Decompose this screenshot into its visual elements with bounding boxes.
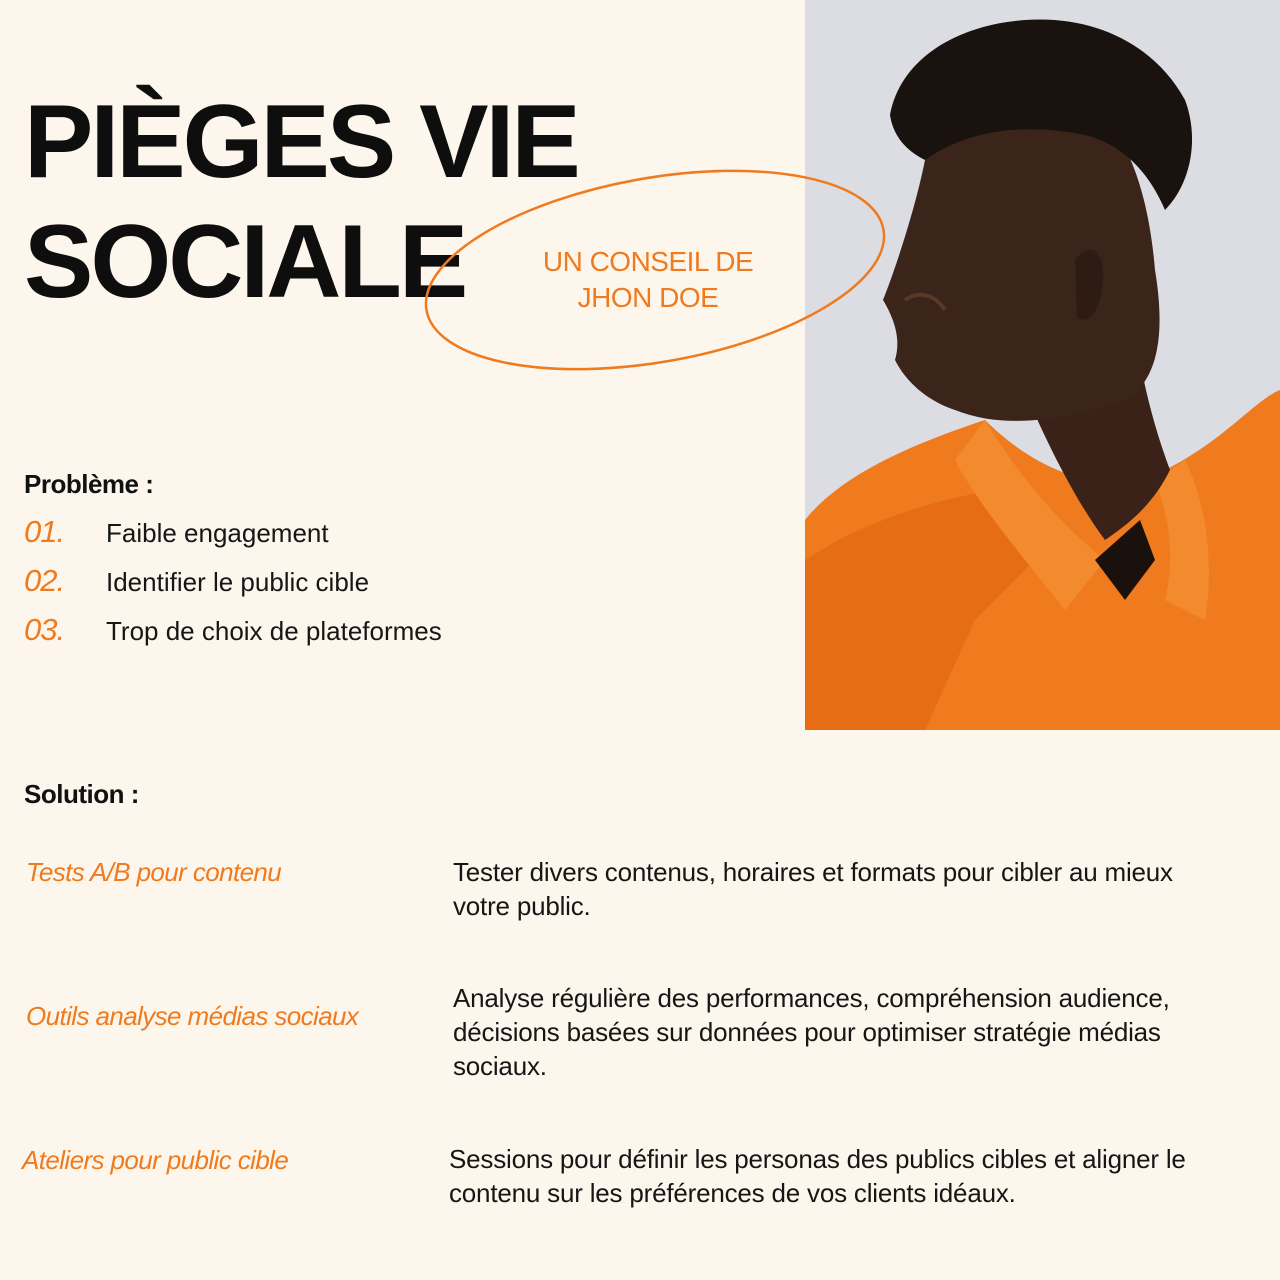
list-item-number: 03.	[24, 612, 65, 647]
title-line-1: PIÈGES VIE	[24, 84, 578, 200]
solution-description: Analyse régulière des performances, compréhension audience, décisions basées sur données pour optimiser stratégie médias sociaux.	[453, 983, 1170, 1081]
page-title	[24, 82, 578, 322]
list-item	[24, 514, 442, 563]
problem-list	[24, 514, 442, 661]
solution-label: Outils analyse médias sociaux	[26, 1001, 359, 1031]
list-item-number: 02.	[24, 563, 65, 598]
list-item-text: Identifier le public cible	[106, 567, 370, 597]
badge-line-1: UN CONSEIL DE	[542, 246, 754, 277]
author-badge	[498, 244, 798, 316]
solution-heading: Solution :	[24, 779, 139, 809]
portrait-photo	[805, 0, 1280, 730]
list-item-text: Trop de choix de plateformes	[106, 616, 442, 646]
badge-line-2: JHON DOE	[577, 282, 719, 313]
list-item	[24, 612, 442, 661]
list-item	[24, 563, 442, 612]
title-line-2: SOCIALE	[24, 204, 466, 320]
solution-label: Ateliers pour public cible	[22, 1145, 289, 1175]
solution-label: Tests A/B pour contenu	[26, 857, 282, 887]
list-item-text: Faible engagement	[106, 518, 329, 548]
solution-description: Tester divers contenus, horaires et formats pour cibler au mieux votre public.	[453, 857, 1173, 921]
problem-heading: Problème :	[24, 469, 154, 499]
list-item-number: 01.	[24, 514, 65, 549]
portrait-illustration	[805, 0, 1280, 730]
solution-description: Sessions pour définir les personas des publics cibles et aligner le contenu sur les préférences de vos clients idéaux.	[449, 1144, 1186, 1208]
